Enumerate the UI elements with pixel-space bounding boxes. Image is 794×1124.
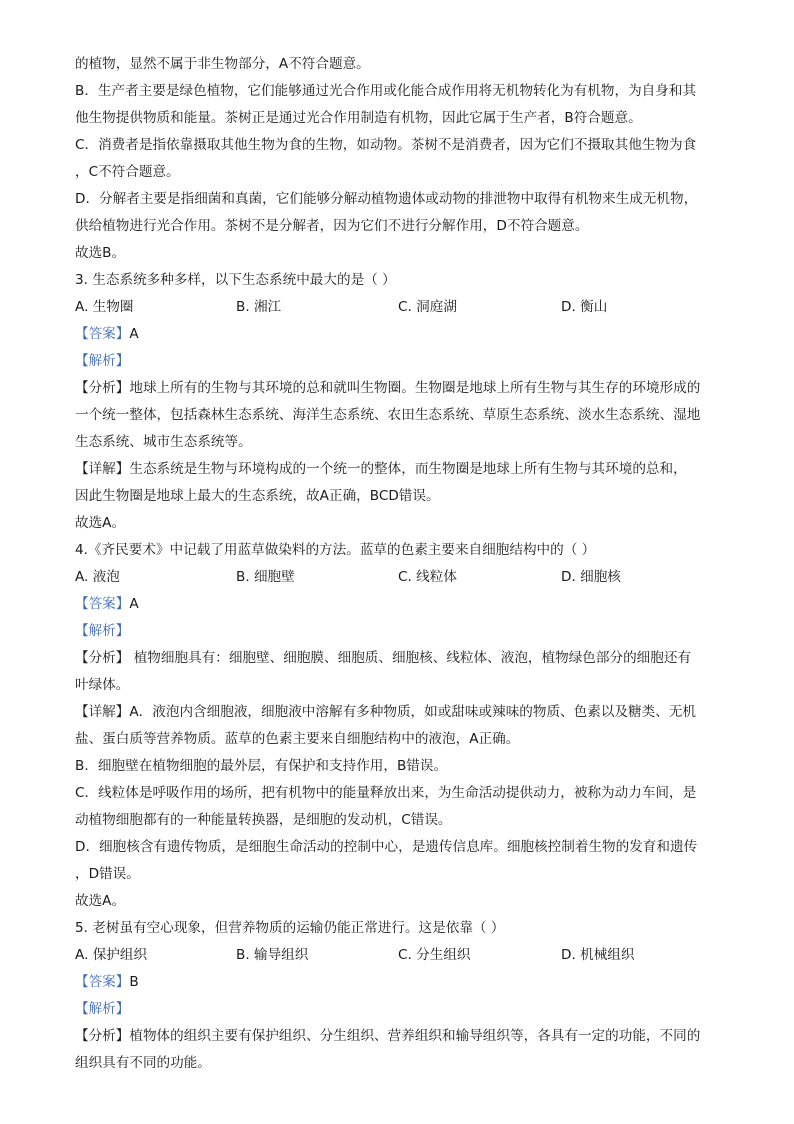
option-b-explanation: B．细胞壁在植物细胞的最外层，有保护和支持作用，B错误。 [75,758,448,774]
analysis-tag: 【解析】 [75,1001,130,1017]
analysis-line [75,378,734,398]
option-d: D. 机械组织 [561,947,635,963]
fenxi-text: 地球上所有的生物与其环境的总和就叫生物圈。生物圈是地球上所有生物与其生存的环境形成的 [129,380,701,396]
option-b: B. 湘江 [236,299,282,315]
analysis-tag: 【解析】 [75,623,130,639]
option-c: C. 分生组织 [398,947,471,963]
paragraph-line: 的植物，显然不属于非生物部分，A不符合题意。 [75,56,370,72]
question-5-options [75,945,755,965]
detail-line [75,702,734,722]
fenxi-text: 植物体的组织主要有保护组织、分生组织、营养组织和输导组织等，各具有一定的功能，不同的 [129,1028,701,1044]
analysis-line [75,1026,734,1046]
final-choice: 故选B。 [75,245,126,261]
fenxi-tag: 【分析】 [75,1028,130,1044]
question-3-options [75,297,755,317]
question-5-stem: 5. 老树虽有空心现象，但营养物质的运输仍能正常进行。这是依靠（ ） [75,920,505,936]
option-b: B. 输导组织 [236,947,309,963]
option-d: D. 细胞核 [561,569,621,585]
detail-line [75,459,734,479]
option-c-explanation: C．消费者是指依靠摄取其他生物为食的生物，如动物。茶树不是消费者，因为它们不摄取其他生物为食 [75,137,697,153]
analysis-line [75,648,734,668]
question-3-stem: 3. 生态系统多种多样，以下生态系统中最大的是（ ） [75,272,396,288]
paragraph-line: 他生物提供物质和能量。茶树正是通过光合作用制造有机物，因此它属于生产者，B符合题意。 [75,110,642,126]
paragraph-line: 盐、蛋白质等营养物质。蓝草的色素主要来自细胞结构中的液泡，A正确。 [75,731,520,747]
fenxi-tag: 【分析】 [75,380,130,396]
option-d-explanation: D．分解者主要是指细菌和真菌，它们能够分解动植物遗体或动物的排泄物中取得有机物来生成无机物， [75,191,698,207]
option-b: B. 细胞壁 [236,569,295,585]
question-4-stem: 4.《齐民要术》中记载了用蓝草做染料的方法。蓝草的色素主要来自细胞结构中的（ ） [75,542,596,558]
final-choice: 故选A。 [75,515,126,531]
xiangjie-text: A．液泡内含细胞液，细胞液中溶解有多种物质，如或甜味或辣味的物质、色素以及糖类、无机 [129,704,697,720]
answer-value: A [129,596,139,612]
answer-line [75,972,734,992]
paragraph-line: ，D错误。 [75,866,140,882]
answer-tag: 【答案】 [75,974,130,990]
answer-value: A [129,326,139,342]
option-c: C. 洞庭湖 [398,299,457,315]
option-c-explanation: C．线粒体是呼吸作用的场所，把有机物中的能量释放出来，为生命活动提供动力，被称为动力车间，是 [75,785,697,801]
paragraph-line: 组织具有不同的功能。 [75,1055,211,1071]
option-a: A. 液泡 [75,569,120,585]
paragraph-line: 一个统一整体，包括森林生态系统、海洋生态系统、农田生态系统、草原生态系统、淡水生态系统、湿地 [75,407,701,423]
analysis-tag: 【解析】 [75,353,130,369]
option-a: A. 生物圈 [75,299,134,315]
paragraph-line: 生态系统、城市生态系统等。 [75,434,252,450]
answer-tag: 【答案】 [75,326,130,342]
xiangjie-tag: 【详解】 [75,704,130,720]
option-c: C. 线粒体 [398,569,457,585]
option-b-explanation: B．生产者主要是绿色植物，它们能够通过光合作用或化能合成作用将无机物转化为有机物，为自身和其 [75,83,697,99]
question-4-options [75,567,755,587]
option-d: D. 衡山 [561,299,608,315]
answer-line [75,324,734,344]
paragraph-line: 叶绿体。 [75,677,130,693]
answer-tag: 【答案】 [75,596,130,612]
paragraph-line: 动植物细胞都有的一种能量转换器，是细胞的发动机，C错误。 [75,812,452,828]
fenxi-text: 植物细胞具有：细胞壁、细胞膜、细胞质、细胞核、线粒体、液泡，植物绿色部分的细胞还有 [129,650,692,666]
final-choice: 故选A。 [75,893,126,909]
paragraph-line: ，C不符合题意。 [75,164,180,180]
fenxi-tag: 【分析】 [75,650,130,666]
paragraph-line: 因此生物圈是地球上最大的生态系统，故A正确，BCD错误。 [75,488,440,504]
option-a: A. 保护组织 [75,947,148,963]
answer-value: B [129,974,139,990]
xiangjie-tag: 【详解】 [75,461,130,477]
paragraph-line: 供给植物进行光合作用。茶树不是分解者，因为它们不进行分解作用，D不符合题意。 [75,218,589,234]
option-d-explanation: D．细胞核含有遗传物质，是细胞生命活动的控制中心，是遗传信息库。细胞核控制着生物的发育和遗传 [75,839,698,855]
answer-line [75,594,734,614]
xiangjie-text: 生态系统是生物与环境构成的一个统一的整体，而生物圈是地球上所有生物与其环境的总和， [129,461,687,477]
